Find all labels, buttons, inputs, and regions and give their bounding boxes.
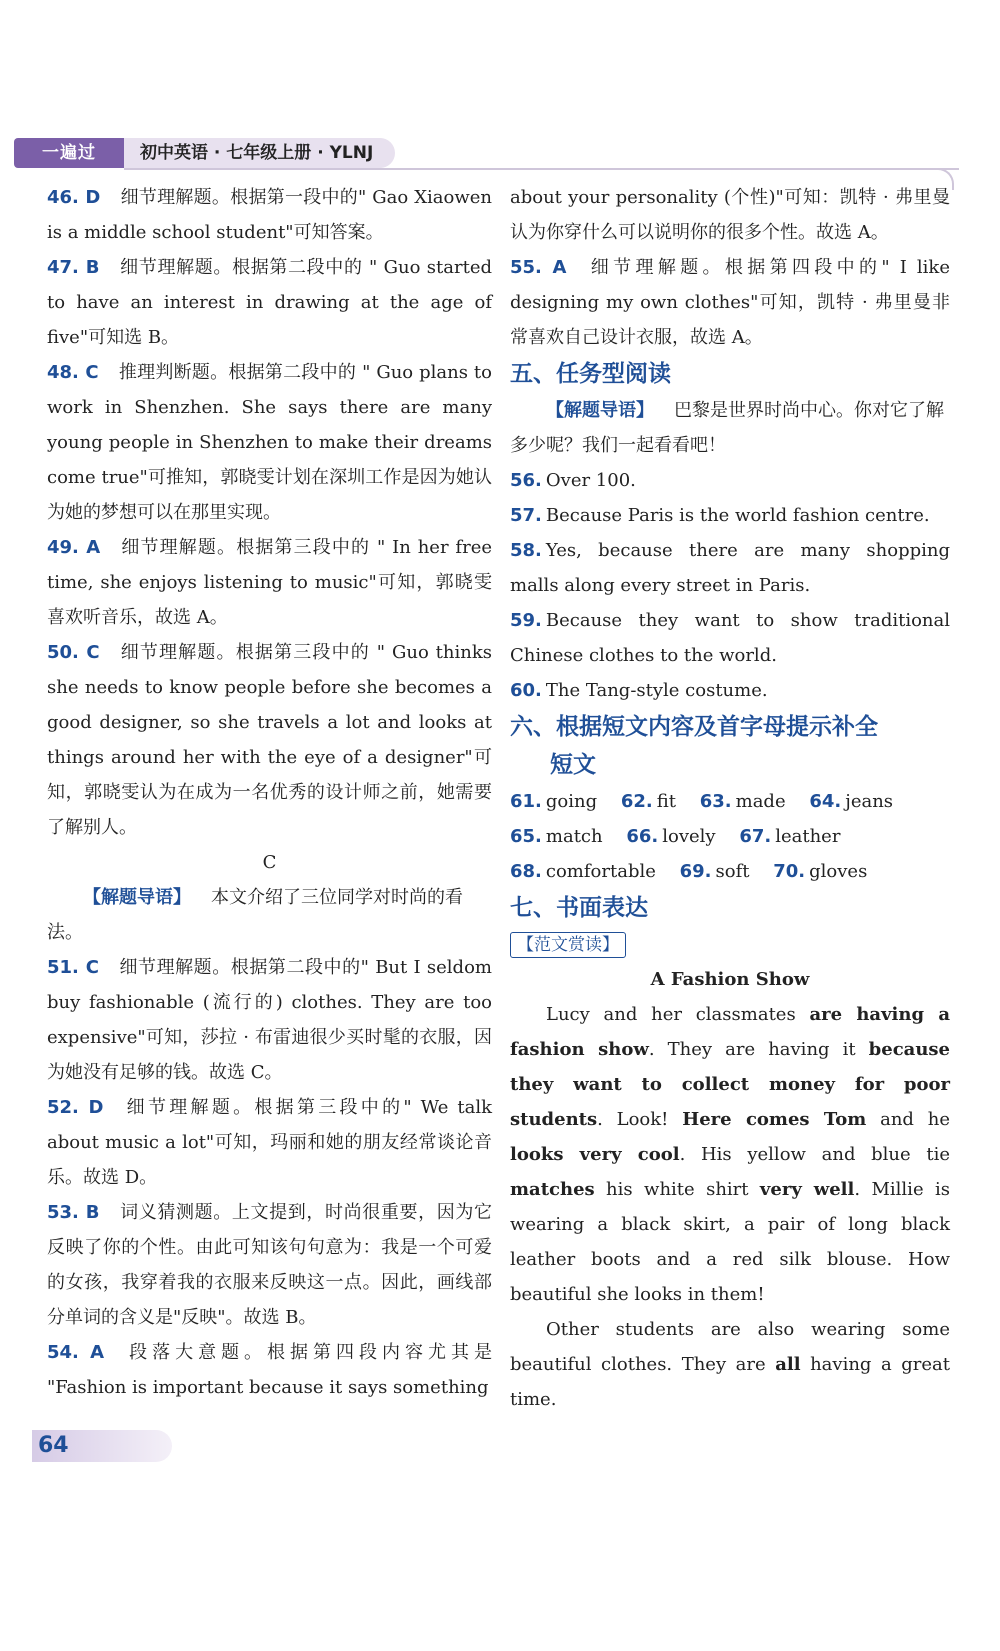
fill-answer — [621, 784, 676, 819]
answer-54 — [47, 1335, 492, 1405]
fill-answer — [773, 854, 867, 889]
answer-word: soft — [715, 861, 750, 882]
answer-47 — [47, 250, 492, 355]
fill-row-3 — [510, 854, 950, 889]
answer-54-continued: about your personality (个性)"可知：凯特 · 弗里曼认为你穿什么可以说明你的很多个性。故选 A。 — [510, 187, 950, 243]
essay-highlight: are having a fashion show — [510, 1004, 950, 1060]
essay-highlight: all — [775, 1354, 801, 1375]
page-number-tab — [32, 1430, 172, 1462]
answer-number: 66. — [626, 826, 659, 847]
answer-number: 58. — [510, 540, 542, 561]
answer-text: 细节理解题。根据第二段中的" But I seldom buy fashionable (流行的) clothes. They are too expensive"可知，莎拉 · 布雷迪很少买时髦的衣服，因为她没有足够的钱。故选 C。 — [47, 957, 492, 1083]
answer-text: Because Paris is the world fashion centre. — [545, 505, 930, 526]
answer-49 — [47, 530, 492, 635]
answer-52 — [47, 1090, 492, 1195]
answer-number: 49. A — [47, 537, 101, 558]
reading-guide — [47, 880, 492, 950]
answer-46 — [47, 180, 492, 250]
essay-paragraph-2 — [510, 1312, 950, 1417]
answer-57 — [510, 498, 950, 533]
answer-text: Because they want to show traditional Chinese clothes to the world. — [510, 610, 950, 666]
answer-number: 53. B — [47, 1202, 100, 1223]
answer-number: 56. — [510, 470, 542, 491]
answer-number: 65. — [510, 826, 542, 847]
answer-60 — [510, 673, 950, 708]
answer-text: Yes, because there are many shopping malls along every street in Paris. — [510, 540, 950, 596]
fill-answer — [700, 784, 786, 819]
answer-55 — [510, 250, 950, 355]
answer-word: comfortable — [545, 861, 656, 882]
answer-48 — [47, 355, 492, 530]
answer-number: 70. — [773, 861, 806, 882]
essay-text: . Millie is wearing a black skirt, a pair of long black leather boots and a red silk blouse. How beautiful she looks in them! — [510, 1179, 950, 1305]
section-heading-5: 五、任务型阅读 — [510, 361, 671, 387]
book-title: 初中英语 · 七年级上册 · YLNJ — [124, 138, 395, 168]
essay-highlight: Here comes Tom — [682, 1109, 867, 1130]
left-column — [47, 180, 492, 1405]
sample-label: 【范文赏读】 — [510, 932, 626, 958]
reading-guide — [510, 393, 950, 463]
answer-number: 51. C — [47, 957, 99, 978]
answer-word: leather — [775, 826, 841, 847]
fill-answer — [510, 854, 656, 889]
essay-title: A Fashion Show — [650, 969, 810, 990]
answer-word: gloves — [809, 861, 868, 882]
essay-text: Other students are also wearing some beautiful clothes. They are — [510, 1319, 950, 1375]
section-heading-7: 七、书面表达 — [510, 895, 648, 921]
answer-word: fit — [656, 791, 676, 812]
answer-text: 词义猜测题。上文提到，时尚很重要，因为它反映了你的个性。由此可知该句句意为：我是一个可爱的女孩，我穿着我的衣服来反映这一点。因此，画线部分单词的含义是"反映"。故选 B。 — [47, 1202, 492, 1328]
answer-number: 60. — [510, 680, 542, 701]
answer-word: lovely — [662, 826, 716, 847]
guide-text: 本文介绍了三位同学对时尚的看法。 — [47, 887, 463, 943]
essay-text: Lucy and her classmates — [546, 1004, 810, 1025]
answer-text: 细节理解题。根据第四段中的" I like designing my own clothes"可知，凯特 · 弗里曼非常喜欢自己设计衣服，故选 A。 — [510, 257, 950, 348]
section-heading-6: 六、根据短文内容及首字母提示补全 — [510, 714, 878, 740]
answer-number: 48. C — [47, 362, 99, 383]
answer-text: 段落大意题。根据第四段内容尤其是 "Fashion is important because it says something — [47, 1342, 493, 1398]
section-heading-6-cont: 短文 — [550, 752, 596, 778]
fill-answer — [739, 819, 840, 854]
answer-59 — [510, 603, 950, 673]
answer-word: going — [545, 791, 598, 812]
essay-text: and he — [866, 1109, 950, 1130]
answer-word: made — [735, 791, 786, 812]
fill-row-1 — [510, 784, 950, 819]
answer-number: 61. — [510, 791, 542, 812]
sample-label-row — [510, 927, 950, 962]
essay-text: his white shirt — [594, 1179, 760, 1200]
essay-text: . Look! — [597, 1109, 683, 1130]
answer-number: 54. A — [47, 1342, 105, 1363]
answer-text: 细节理解题。根据第三段中的" We talk about music a lot"可知，玛丽和她的朋友经常谈论音乐。故选 D。 — [47, 1097, 492, 1188]
page-number: 64 — [38, 1433, 69, 1458]
answer-number: 63. — [699, 791, 732, 812]
answer-text: 细节理解题。根据第二段中的 " Guo started to have an interest in drawing at the age of five"可知选 B。 — [47, 257, 493, 348]
answer-53 — [47, 1195, 492, 1335]
fill-answer — [809, 784, 893, 819]
right-column — [510, 180, 950, 1417]
passage-letter: C — [262, 852, 277, 873]
answer-number: 64. — [809, 791, 842, 812]
answer-51 — [47, 950, 492, 1090]
essay-highlight: looks very cool — [510, 1144, 680, 1165]
essay-paragraph-1 — [510, 997, 950, 1312]
answer-number: 50. C — [47, 642, 100, 663]
answer-58 — [510, 533, 950, 603]
answer-text: The Tang-style costume. — [545, 680, 768, 701]
essay-text: . His yellow and blue tie — [679, 1144, 950, 1165]
answer-number: 52. D — [47, 1097, 104, 1118]
guide-label: 【解题导语】 — [83, 887, 191, 908]
answer-text: 细节理解题。根据第三段中的 " Guo thinks she needs to know people before she becomes a good designer, so she travels a lot and looks at things around her with the eye of a designer"可知，郭晓雯认为在成为一名优秀的设计师之前，她需要了解别人。 — [47, 642, 492, 838]
answer-text: 推理判断题。根据第二段中的 " Guo plans to work in Shenzhen. She says there are many young people in Shenzhen to make their dreams come true"可推知，郭晓雯计划在深圳工作是因为她认为她的梦想可以在那里实现。 — [47, 362, 492, 523]
header-rule — [124, 168, 959, 170]
answer-word: jeans — [845, 791, 894, 812]
answer-number: 57. — [510, 505, 542, 526]
guide-label: 【解题导语】 — [546, 400, 654, 421]
essay-highlight: matches — [510, 1179, 595, 1200]
answer-text: Over 100. — [545, 470, 636, 491]
answer-number: 68. — [510, 861, 542, 882]
answer-number: 69. — [679, 861, 712, 882]
answer-number: 46. D — [47, 187, 101, 208]
answer-number: 55. A — [510, 257, 567, 278]
answer-56 — [510, 463, 950, 498]
answer-word: match — [545, 826, 603, 847]
fill-answer — [680, 854, 750, 889]
answer-number: 67. — [739, 826, 772, 847]
essay-highlight: because they want to collect money for poor students — [510, 1039, 951, 1130]
fill-answer — [510, 819, 603, 854]
essay-highlight: very well — [759, 1179, 855, 1200]
fill-answer — [626, 819, 715, 854]
essay-text: having a great time. — [510, 1354, 950, 1410]
answer-text: 细节理解题。根据第三段中的 " In her free time, she enjoys listening to music"可知，郭晓雯喜欢听音乐，故选 A。 — [47, 537, 492, 628]
series-logo: 一遍过 — [14, 138, 124, 168]
page-header — [14, 138, 954, 168]
answer-text: 细节理解题。根据第一段中的" Gao Xiaowen is a middle school student"可知答案。 — [47, 187, 492, 243]
answer-number: 59. — [510, 610, 542, 631]
fill-answer — [510, 784, 597, 819]
answer-number: 62. — [620, 791, 653, 812]
essay-text: . They are having it — [648, 1039, 869, 1060]
answer-50 — [47, 635, 492, 845]
guide-text: 巴黎是世界时尚中心。你对它了解多少呢？我们一起看看吧！ — [510, 400, 944, 456]
fill-row-2 — [510, 819, 950, 854]
answer-number: 47. B — [47, 257, 100, 278]
